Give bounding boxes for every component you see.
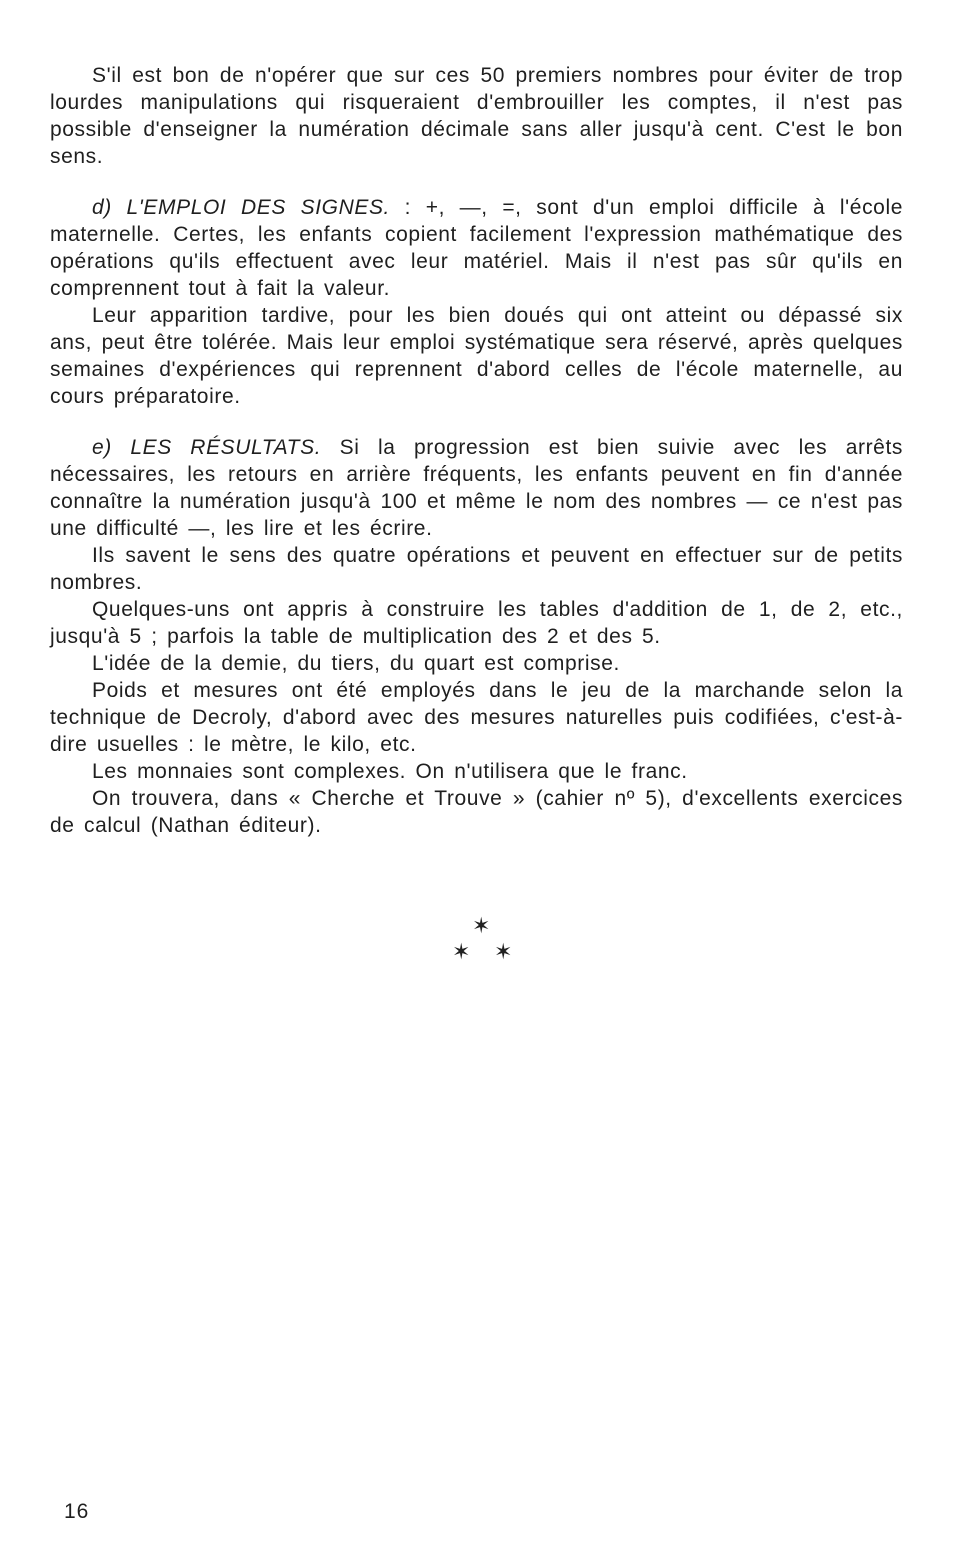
paragraph-resultats-6: Les monnaies sont complexes. On n'utilisera que le franc. <box>92 760 688 783</box>
asterism-ornament <box>440 910 520 970</box>
paragraph-resultats-2: Ils savent le sens des quatre opérations et peuvent en effectuer sur de petits nombres. <box>50 544 903 594</box>
star-icon: ✶ <box>494 940 513 965</box>
paragraph-resultats-4: L'idée de la demie, du tiers, du quart est comprise. <box>92 652 620 675</box>
section-heading-resultats: e) LES RÉSULTATS. <box>92 436 322 459</box>
paragraph-signes <box>50 194 903 302</box>
paragraph-resultats-7: On trouvera, dans « Cherche et Trouve » (cahier nº 5), d'excellents exercices de calcul (Nathan éditeur). <box>50 787 903 837</box>
paragraph-resultats <box>50 434 903 542</box>
star-icon: ✶ <box>472 914 491 939</box>
paragraph-signes-2: Leur apparition tardive, pour les bien doués qui ont atteint ou dépassé six ans, peut être tolérée. Mais leur emploi systématique sera réservé, après quelques semaines d'expériences qui reprennent d'abord celles de l'école maternelle, au cours préparatoire. <box>50 304 903 408</box>
paragraph-intro: S'il est bon de n'opérer que sur ces 50 premiers nombres pour éviter de trop lourdes manipulations qui risqueraient d'embrouiller les comptes, il n'est pas possible d'enseigner la numération décimale sans aller jusqu'à cent. C'est le bon sens. <box>50 64 903 168</box>
page-number: 16 <box>64 1500 90 1523</box>
paragraph-signes-text: : +, —, =, sont d'un emploi difficile à l'école maternelle. Certes, les enfants copient facilement l'expression mathématique des opérations qu'ils effectuent avec leur matériel. Mais il n'est pas sûr qu'ils en comprennent tout à fait la valeur. <box>50 196 903 300</box>
star-icon: ✶ <box>452 940 471 965</box>
paragraph-resultats-5: Poids et mesures ont été employés dans le jeu de la marchande selon la technique de Decroly, d'abord avec des mesures naturelles puis codifiées, c'est-à-dire usuelles : le mètre, le kilo, etc. <box>50 679 903 756</box>
paragraph-resultats-3: Quelques-uns ont appris à construire les tables d'addition de 1, de 2, etc., jusqu'à 5 ; parfois la table de multiplication des 2 et des 5. <box>50 598 903 648</box>
section-heading-signes: d) L'EMPLOI DES SIGNES. <box>92 196 390 219</box>
page-body <box>50 62 903 839</box>
paragraph-resultats-text: Si la progression est bien suivie avec les arrêts nécessaires, les retours en arrière fréquents, les enfants peuvent en fin d'année connaître la numération jusqu'à 100 et même le nom des nombres — ce n'est pas une difficulté —, les lire et les écrire. <box>50 436 903 540</box>
